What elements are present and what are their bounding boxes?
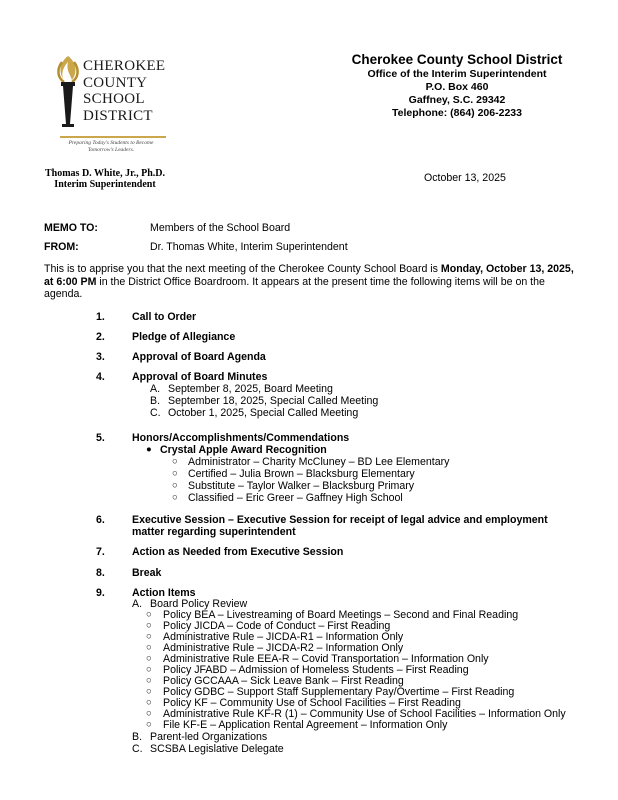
sub-letter: C. (132, 743, 143, 755)
minutes-item: September 18, 2025, Special Called Meeting (168, 395, 379, 407)
bullet-circle-icon: ○ (146, 642, 152, 653)
sub-letter: B. (132, 731, 143, 743)
sub-letter: A. (150, 383, 161, 395)
policy-item: Policy KF – Community Use of School Facilities – First Reading (163, 697, 461, 709)
signatory-name: Thomas D. White, Jr., Ph.D. (44, 168, 165, 179)
award-recipient: Administrator – Charity McCluney – BD Lee Elementary (188, 456, 450, 468)
bullet-circle-icon: ○ (172, 456, 178, 467)
policy-item: Policy GDBC – Support Staff Supplementary Pay/Overtime – First Reading (163, 686, 515, 698)
office-line: Office of the Interim Superintendent (367, 68, 547, 80)
intro-text-1: This is to apprise you that the next meeting of the Cherokee County School Board is (44, 263, 441, 275)
agenda-item-title: Approval of Board Agenda (132, 351, 266, 363)
logo-tagline-1: Preparing Today's Students to Become (68, 140, 154, 146)
bullet-circle-icon: ○ (172, 480, 178, 491)
agenda-item-number: 8. (96, 567, 105, 579)
logo-line-2: COUNTY (83, 74, 148, 91)
torch-icon (52, 52, 84, 134)
action-subsection: SCSBA Legislative Delegate (150, 743, 284, 755)
agenda-item-number: 5. (96, 432, 105, 444)
bullet-circle-icon: ○ (146, 609, 152, 620)
bullet-circle-icon: ○ (146, 664, 152, 675)
agenda-item-title-cont: matter regarding superintendent (132, 526, 296, 538)
bullet-circle-icon: ○ (146, 653, 152, 664)
logo-line-1: CHEROKEE (83, 58, 166, 74)
city-line: Gaffney, S.C. 29342 (408, 94, 506, 106)
bullet-circle-icon: ○ (146, 708, 152, 719)
policy-item: Administrative Rule KF-R (1) – Community Use of School Facilities – Information Only (163, 708, 566, 720)
agenda-item-title: Pledge of Allegiance (132, 331, 236, 343)
memo-to-label: MEMO TO: (44, 222, 98, 234)
policy-item: Policy JFABD – Admission of Homeless Students – First Reading (163, 664, 469, 676)
memo-intro (44, 263, 584, 301)
minutes-item: October 1, 2025, Special Called Meeting (168, 407, 359, 419)
minutes-item: September 8, 2025, Board Meeting (168, 383, 333, 395)
bullet-circle-icon: ○ (172, 468, 178, 479)
letterhead (330, 52, 584, 120)
sub-letter: A. (132, 598, 143, 610)
logo-rule (60, 136, 166, 138)
sub-letter: C. (150, 407, 161, 419)
intro-text-2: in the District Office Boardroom. It appears at the present time the following items will be on the agenda. (44, 275, 545, 301)
agenda-item-number: 6. (96, 514, 105, 526)
bullet-circle-icon: ○ (146, 620, 152, 631)
telephone: Telephone: (864) 206-2233 (392, 107, 522, 119)
bullet-circle-icon: ○ (146, 719, 152, 730)
policy-item: File KF-E – Application Rental Agreement – Information Only (163, 719, 448, 731)
agenda-item-number: 9. (96, 587, 105, 599)
agenda-item-number: 4. (96, 371, 105, 383)
policy-item: Policy BEA – Livestreaming of Board Meetings – Second and Final Reading (163, 609, 519, 621)
po-box: P.O. Box 460 (425, 81, 489, 93)
district-name: Cherokee County School District (351, 52, 563, 67)
award-title: Crystal Apple Award Recognition (160, 444, 327, 456)
agenda-item-title: Approval of Board Minutes (132, 371, 268, 383)
bullet-circle-icon: ○ (172, 492, 178, 503)
bullet-circle-icon: ○ (146, 686, 152, 697)
memo-from-value: Dr. Thomas White, Interim Superintendent (150, 241, 348, 253)
agenda-item-number: 7. (96, 546, 105, 558)
logo-line-4: DISTRICT (83, 107, 153, 124)
award-recipient: Substitute – Taylor Walker – Blacksburg Primary (188, 480, 415, 492)
logo-tagline-2: Tomorrow's Leaders. (87, 147, 135, 153)
memo-to-value: Members of the School Board (150, 222, 291, 234)
bullet-dot-icon: ● (146, 444, 152, 455)
policy-item: Administrative Rule – JICDA-R2 – Information Only (163, 642, 404, 654)
agenda-item-number: 1. (96, 311, 105, 323)
agenda-item-title: Executive Session – Executive Session for receipt of legal advice and employment (132, 514, 548, 526)
policy-item: Administrative Rule EEA-R – Covid Transportation – Information Only (163, 653, 489, 665)
agenda-item-title: Call to Order (132, 311, 197, 323)
policy-item: Policy GCCAAA – Sick Leave Bank – First Reading (163, 675, 404, 687)
signatory-title: Interim Superintendent (54, 179, 156, 190)
award-recipient: Classified – Eric Greer – Gaffney High School (188, 492, 403, 504)
sub-letter: B. (150, 395, 161, 407)
agenda-item-title: Honors/Accomplishments/Commendations (132, 432, 350, 444)
policy-item: Policy JICDA – Code of Conduct – First Reading (163, 620, 391, 632)
memo-from-label: FROM: (44, 241, 79, 253)
action-subsection: Parent-led Organizations (150, 731, 268, 743)
agenda-item-title: Action Items (132, 587, 196, 599)
agenda-item-number: 2. (96, 331, 105, 343)
logo-line-3: SCHOOL (83, 91, 145, 107)
bullet-circle-icon: ○ (146, 697, 152, 708)
memo-date: October 13, 2025 (424, 172, 506, 184)
intro-meeting-time: Monday, October 13, 2025, at 6:00 PM (44, 263, 574, 288)
bullet-circle-icon: ○ (146, 675, 152, 686)
district-logo (52, 52, 170, 164)
bullet-circle-icon: ○ (146, 631, 152, 642)
policy-item: Administrative Rule – JICDA-R1 – Information Only (163, 631, 404, 643)
agenda-item-title: Action as Needed from Executive Session (132, 546, 344, 558)
agenda-item-title: Break (132, 567, 162, 579)
agenda-item-number: 3. (96, 351, 105, 363)
action-subsection: Board Policy Review (150, 598, 248, 610)
award-recipient: Certified – Julia Brown – Blacksburg Elementary (188, 468, 415, 480)
signatory (30, 168, 180, 190)
